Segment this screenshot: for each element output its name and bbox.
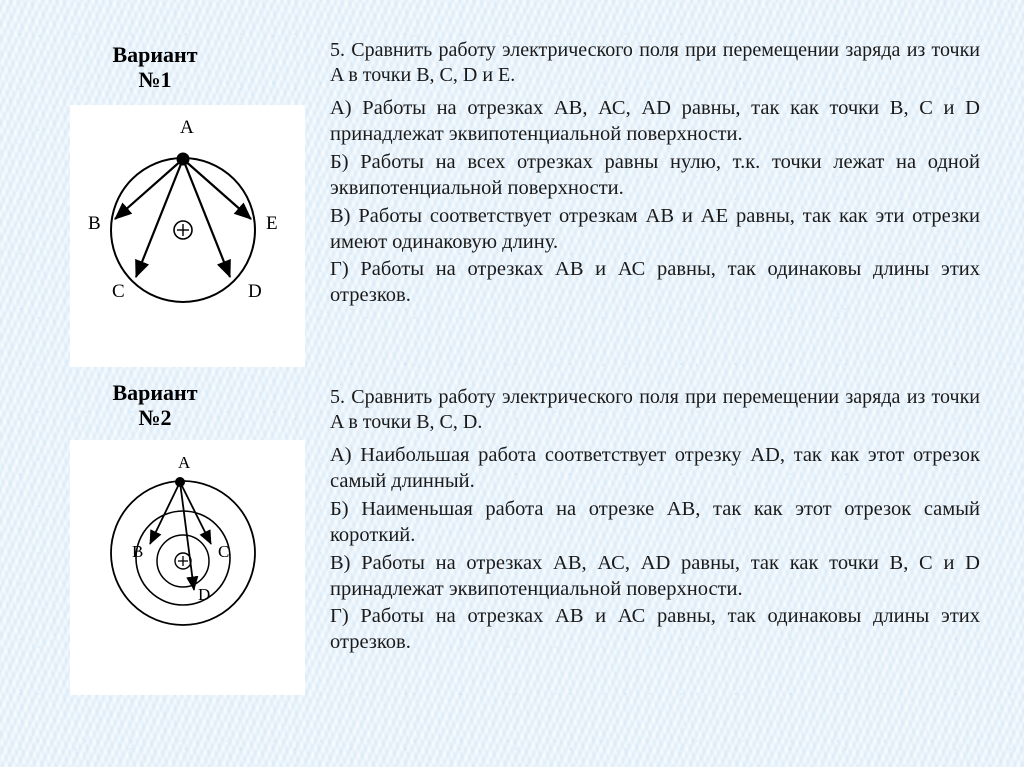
variant-1-label-line2: №1	[138, 67, 172, 93]
variant-1-answer-b: Б) Работы на всех отрезках равны нулю, т.к. точки лежат на одной эквипотенциальной поверхности.	[330, 151, 980, 199]
point-label-B: B	[88, 213, 101, 234]
variant-1-question: 5. Сравнить работу электрического поля при перемещении заряда из точки A в точки B, C, D и E.	[330, 39, 980, 87]
variant-2-answer-g: Г) Работы на отрезках АВ и АС равны, так одинаковы длины этих отрезков.	[330, 605, 980, 654]
equipotential-diagram-1	[70, 105, 305, 367]
variant-2-answer-b: Б) Наименьшая работа на отрезке AB, так как этот отрезок самый короткий.	[330, 498, 980, 546]
arrow-A-to-E	[183, 159, 251, 219]
equipotential-diagram-2	[70, 440, 305, 695]
variant-1-answer-g: Г) Работы на отрезках АВ и АС равны, так одинаковы длины этих отрезков.	[330, 258, 980, 307]
arrow-A-to-B	[115, 159, 183, 219]
variant-1-label	[60, 42, 250, 93]
point-label-A: A	[180, 117, 194, 138]
variant-2-label-line1: Вариант	[112, 380, 198, 405]
arrow-A-to-D	[183, 159, 230, 277]
arrow-A-to-C	[136, 159, 183, 277]
variant-2-label	[60, 380, 250, 431]
variant-1-text	[330, 38, 980, 311]
variant-1-answer-v: В) Работы соответствует отрезкам АВ и АЕ равны, так как эти отрезки имеют одинаковую длину.	[330, 204, 980, 253]
variant-2-question: 5. Сравнить работу электрического поля при перемещении заряда из точки A в точки B, C, D.	[330, 386, 980, 434]
point-label-E: E	[266, 213, 278, 234]
variant-1-label-line1: Вариант	[112, 42, 198, 67]
variant-2-text	[330, 385, 980, 658]
variant-2-label-line2: №2	[138, 405, 172, 431]
point-label-C: C	[112, 281, 125, 302]
variant-1-answer-a: А) Работы на отрезках АВ, АС, AD равны, так как точки B, C и D принадлежат эквипотенциальной поверхности.	[330, 97, 980, 146]
point-label-D-2: D	[198, 585, 211, 604]
point-label-D: D	[248, 281, 262, 302]
arrow-A-to-B-2	[150, 482, 180, 544]
point-label-C-2: C	[218, 542, 230, 561]
variant-2-answer-a: А) Наибольшая работа соответствует отрезку AD, так как этот отрезок самый длинный.	[330, 444, 980, 493]
variant-2-answer-v: В) Работы на отрезках АВ, АС, AD равны, так как точки B, C и D принадлежат эквипотенциальной поверхности.	[330, 551, 980, 600]
point-label-B-2: B	[132, 542, 144, 561]
variant-2-figure	[70, 440, 305, 695]
variant-1-figure	[70, 105, 305, 367]
point-label-A-2: A	[178, 453, 191, 472]
